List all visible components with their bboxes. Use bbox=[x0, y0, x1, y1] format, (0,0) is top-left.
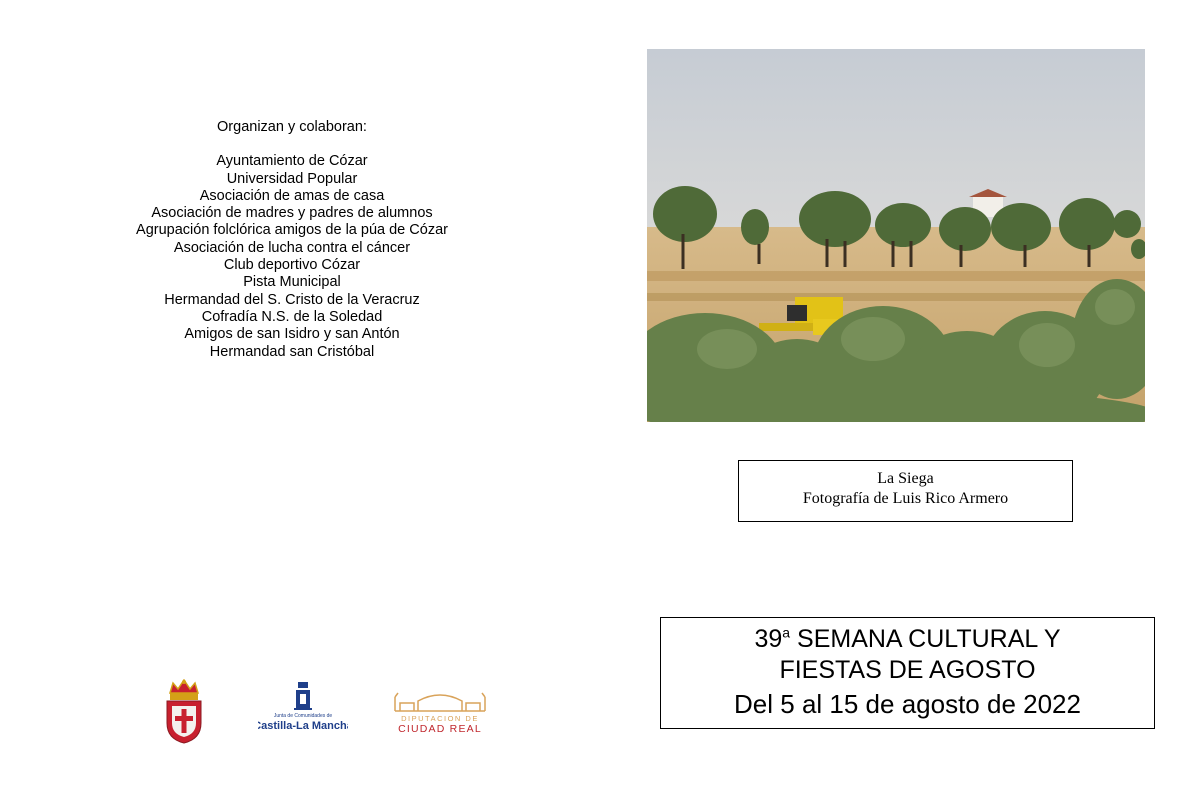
edition-suffix: a bbox=[782, 624, 791, 641]
organization-item: Pista Municipal bbox=[243, 274, 341, 291]
organization-item: Cofradía N.S. de la Soledad bbox=[201, 308, 383, 325]
event-dates: Del 5 al 15 de agosto de 2022 bbox=[734, 689, 1081, 719]
organization-item: Hermandad del S. Cristo de la Veracruz bbox=[164, 291, 420, 308]
diputacion-logo bbox=[392, 685, 488, 735]
organization-item: Asociación de madres y padres de alumnos bbox=[151, 205, 433, 222]
event-title-line1 bbox=[661, 624, 1154, 655]
jccm-caption-bottom: Castilla-La Mancha bbox=[258, 720, 348, 732]
dip-caption-top: DIPUTACION DE bbox=[401, 714, 479, 723]
edition-number: 39 bbox=[754, 625, 783, 653]
event-title-line2: FIESTAS DE AGOSTO bbox=[779, 656, 1036, 684]
organizations bbox=[92, 153, 492, 361]
organization-item: Ayuntamiento de Cózar bbox=[216, 153, 368, 170]
photo-caption bbox=[738, 460, 1073, 522]
event-title-rest: SEMANA CULTURAL Y bbox=[790, 625, 1061, 653]
photo-credit: Fotografía de Luis Rico Armero bbox=[802, 490, 1009, 507]
organization-item: Asociación de amas de casa bbox=[199, 187, 385, 204]
jccm-caption-top: Junta de Comunidades de bbox=[273, 713, 333, 719]
organization-item: Asociación de lucha contra el cáncer bbox=[173, 239, 411, 256]
organization-item: Club deportivo Cózar bbox=[223, 257, 361, 274]
harvest-photo bbox=[647, 49, 1145, 422]
town-crest-logo bbox=[164, 679, 204, 744]
organization-item: Agrupación folclórica amigos de la púa de Cózar bbox=[136, 222, 448, 239]
organization-item: Amigos de san Isidro y san Antón bbox=[184, 326, 400, 343]
event-title-box bbox=[660, 617, 1155, 729]
dip-caption-bottom: CIUDAD REAL bbox=[398, 723, 482, 735]
organizers-heading: Organizan y colaboran: bbox=[217, 119, 367, 135]
photo-title: La Siega bbox=[877, 470, 934, 487]
organization-item: Universidad Popular bbox=[226, 170, 358, 187]
jccm-logo bbox=[258, 680, 348, 734]
organizers-list bbox=[92, 119, 492, 361]
organization-item: Hermandad san Cristóbal bbox=[209, 343, 375, 360]
